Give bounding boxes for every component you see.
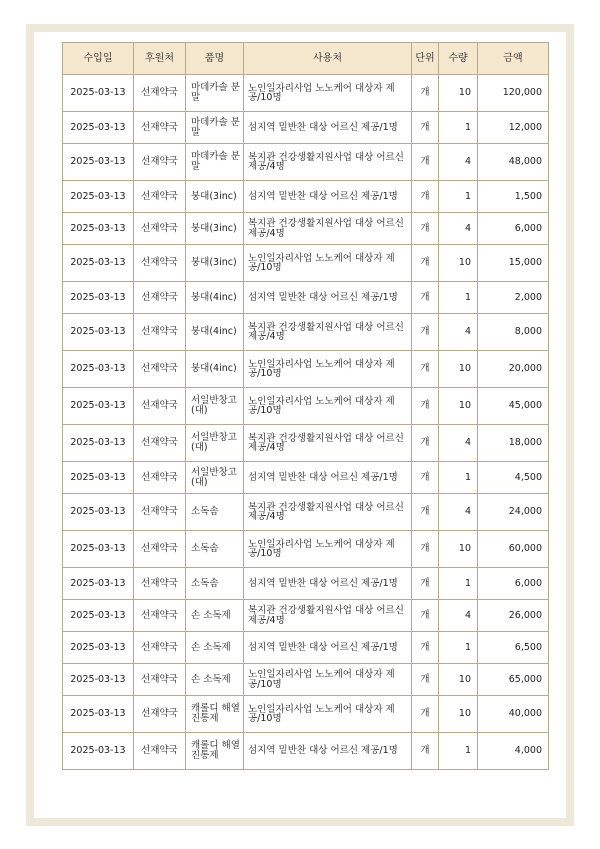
cell-amount: 4,000 xyxy=(478,733,549,770)
cell-date: 2025-03-13 xyxy=(63,75,134,112)
cell-item: 서일반창고(대) xyxy=(186,388,244,425)
cell-date: 2025-03-13 xyxy=(63,245,134,282)
cell-amount: 60,000 xyxy=(478,531,549,568)
cell-usage: 섬지역 밑반찬 대상 어르신 제공/1명 xyxy=(244,112,412,144)
cell-unit: 개 xyxy=(412,568,439,600)
cell-usage: 복지관 건강생활지원사업 대상 어르신 제공/4명 xyxy=(244,600,412,632)
cell-qty: 10 xyxy=(439,531,478,568)
cell-amount: 65,000 xyxy=(478,664,549,696)
cell-item: 붕대(3inc) xyxy=(186,213,244,245)
cell-unit: 개 xyxy=(412,351,439,388)
cell-qty: 10 xyxy=(439,245,478,282)
cell-unit: 개 xyxy=(412,144,439,181)
cell-item: 손 소독제 xyxy=(186,664,244,696)
donation-usage-table xyxy=(62,42,549,770)
cell-unit: 개 xyxy=(412,664,439,696)
cell-date: 2025-03-13 xyxy=(63,181,134,213)
cell-qty: 1 xyxy=(439,462,478,494)
header-donor: 후원처 xyxy=(134,43,186,75)
cell-qty: 4 xyxy=(439,314,478,351)
table-row xyxy=(63,388,549,425)
cell-date: 2025-03-13 xyxy=(63,494,134,531)
cell-usage: 노인일자리사업 노노케어 대상자 제공/10명 xyxy=(244,531,412,568)
table-row xyxy=(63,696,549,733)
cell-date: 2025-03-13 xyxy=(63,568,134,600)
cell-unit: 개 xyxy=(412,462,439,494)
cell-qty: 1 xyxy=(439,181,478,213)
cell-date: 2025-03-13 xyxy=(63,664,134,696)
table-row xyxy=(63,632,549,664)
cell-amount: 15,000 xyxy=(478,245,549,282)
cell-amount: 18,000 xyxy=(478,425,549,462)
cell-amount: 6,500 xyxy=(478,632,549,664)
table-row xyxy=(63,494,549,531)
cell-item: 붕대(3inc) xyxy=(186,181,244,213)
cell-donor: 선재약국 xyxy=(134,632,186,664)
cell-amount: 12,000 xyxy=(478,112,549,144)
cell-qty: 10 xyxy=(439,664,478,696)
cell-item: 마데카솔 분말 xyxy=(186,144,244,181)
cell-unit: 개 xyxy=(412,245,439,282)
cell-item: 서일반창고(대) xyxy=(186,462,244,494)
cell-amount: 8,000 xyxy=(478,314,549,351)
cell-date: 2025-03-13 xyxy=(63,282,134,314)
cell-unit: 개 xyxy=(412,314,439,351)
cell-amount: 48,000 xyxy=(478,144,549,181)
cell-item: 서일반창고(대) xyxy=(186,425,244,462)
cell-item: 손 소독제 xyxy=(186,600,244,632)
cell-item: 소독솜 xyxy=(186,494,244,531)
cell-unit: 개 xyxy=(412,600,439,632)
cell-usage: 노인일자리사업 노노케어 대상자 제공/10명 xyxy=(244,388,412,425)
cell-amount: 4,500 xyxy=(478,462,549,494)
table-row xyxy=(63,112,549,144)
cell-donor: 선재약국 xyxy=(134,664,186,696)
table-row xyxy=(63,181,549,213)
cell-donor: 선재약국 xyxy=(134,213,186,245)
cell-donor: 선재약국 xyxy=(134,181,186,213)
cell-usage: 복지관 건강생활지원사업 대상 어르신 제공/4명 xyxy=(244,494,412,531)
cell-item: 캐롤디 해열진통제 xyxy=(186,733,244,770)
table-row xyxy=(63,282,549,314)
table-row xyxy=(63,462,549,494)
cell-donor: 선재약국 xyxy=(134,696,186,733)
cell-item: 붕대(4inc) xyxy=(186,282,244,314)
cell-amount: 26,000 xyxy=(478,600,549,632)
cell-unit: 개 xyxy=(412,632,439,664)
cell-donor: 선재약국 xyxy=(134,282,186,314)
cell-donor: 선재약국 xyxy=(134,531,186,568)
cell-date: 2025-03-13 xyxy=(63,632,134,664)
cell-unit: 개 xyxy=(412,75,439,112)
cell-amount: 6,000 xyxy=(478,568,549,600)
cell-qty: 4 xyxy=(439,425,478,462)
cell-item: 소독솜 xyxy=(186,568,244,600)
cell-usage: 섬지역 밑반찬 대상 어르신 제공/1명 xyxy=(244,462,412,494)
cell-date: 2025-03-13 xyxy=(63,425,134,462)
cell-date: 2025-03-13 xyxy=(63,388,134,425)
cell-item: 캐롤디 해열진통제 xyxy=(186,696,244,733)
cell-usage: 복지관 건강생활지원사업 대상 어르신 제공/4명 xyxy=(244,144,412,181)
cell-unit: 개 xyxy=(412,213,439,245)
cell-qty: 10 xyxy=(439,75,478,112)
table-row xyxy=(63,664,549,696)
cell-donor: 선재약국 xyxy=(134,351,186,388)
cell-amount: 20,000 xyxy=(478,351,549,388)
header-item: 품명 xyxy=(186,43,244,75)
cell-qty: 1 xyxy=(439,568,478,600)
cell-item: 마데카솔 분말 xyxy=(186,75,244,112)
cell-unit: 개 xyxy=(412,282,439,314)
cell-usage: 섬지역 밑반찬 대상 어르신 제공/1명 xyxy=(244,181,412,213)
cell-item: 손 소독제 xyxy=(186,632,244,664)
cell-qty: 10 xyxy=(439,351,478,388)
cell-qty: 10 xyxy=(439,388,478,425)
cell-qty: 4 xyxy=(439,494,478,531)
cell-item: 마데카솔 분말 xyxy=(186,112,244,144)
cell-date: 2025-03-13 xyxy=(63,733,134,770)
cell-qty: 1 xyxy=(439,112,478,144)
cell-date: 2025-03-13 xyxy=(63,531,134,568)
cell-item: 붕대(4inc) xyxy=(186,314,244,351)
cell-date: 2025-03-13 xyxy=(63,462,134,494)
cell-qty: 1 xyxy=(439,632,478,664)
cell-usage: 노인일자리사업 노노케어 대상자 제공/10명 xyxy=(244,75,412,112)
cell-date: 2025-03-13 xyxy=(63,351,134,388)
header-qty: 수량 xyxy=(439,43,478,75)
table-row xyxy=(63,213,549,245)
cell-donor: 선재약국 xyxy=(134,462,186,494)
cell-item: 붕대(3inc) xyxy=(186,245,244,282)
table-row xyxy=(63,568,549,600)
cell-usage: 노인일자리사업 노노케어 대상자 제공/10명 xyxy=(244,245,412,282)
header-usage: 사용처 xyxy=(244,43,412,75)
cell-unit: 개 xyxy=(412,425,439,462)
cell-usage: 노인일자리사업 노노케어 대상자 제공/10명 xyxy=(244,664,412,696)
table-row xyxy=(63,245,549,282)
cell-donor: 선재약국 xyxy=(134,144,186,181)
cell-donor: 선재약국 xyxy=(134,733,186,770)
cell-amount: 1,500 xyxy=(478,181,549,213)
cell-unit: 개 xyxy=(412,494,439,531)
header-amount: 금액 xyxy=(478,43,549,75)
cell-qty: 4 xyxy=(439,144,478,181)
table-row xyxy=(63,600,549,632)
cell-usage: 노인일자리사업 노노케어 대상자 제공/10명 xyxy=(244,351,412,388)
cell-date: 2025-03-13 xyxy=(63,696,134,733)
cell-amount: 120,000 xyxy=(478,75,549,112)
cell-donor: 선재약국 xyxy=(134,568,186,600)
cell-amount: 45,000 xyxy=(478,388,549,425)
header-unit: 단위 xyxy=(412,43,439,75)
cell-amount: 2,000 xyxy=(478,282,549,314)
table-row xyxy=(63,531,549,568)
header-date: 수입일 xyxy=(63,43,134,75)
cell-qty: 4 xyxy=(439,213,478,245)
cell-unit: 개 xyxy=(412,733,439,770)
table-row xyxy=(63,351,549,388)
cell-usage: 복지관 건강생활지원사업 대상 어르신 제공/4명 xyxy=(244,314,412,351)
cell-usage: 섬지역 밑반찬 대상 어르신 제공/1명 xyxy=(244,632,412,664)
cell-donor: 선재약국 xyxy=(134,245,186,282)
cell-usage: 복지관 건강생활지원사업 대상 어르신 제공/4명 xyxy=(244,425,412,462)
cell-donor: 선재약국 xyxy=(134,75,186,112)
cell-date: 2025-03-13 xyxy=(63,144,134,181)
cell-donor: 선재약국 xyxy=(134,600,186,632)
cell-usage: 섬지역 밑반찬 대상 어르신 제공/1명 xyxy=(244,282,412,314)
cell-unit: 개 xyxy=(412,181,439,213)
cell-usage: 섬지역 밑반찬 대상 어르신 제공/1명 xyxy=(244,568,412,600)
cell-unit: 개 xyxy=(412,112,439,144)
cell-unit: 개 xyxy=(412,696,439,733)
table-row xyxy=(63,144,549,181)
cell-qty: 10 xyxy=(439,696,478,733)
table-row xyxy=(63,314,549,351)
table-header-row xyxy=(63,43,549,75)
cell-donor: 선재약국 xyxy=(134,494,186,531)
table-row xyxy=(63,425,549,462)
cell-donor: 선재약국 xyxy=(134,112,186,144)
table-row xyxy=(63,75,549,112)
cell-item: 소독솜 xyxy=(186,531,244,568)
cell-donor: 선재약국 xyxy=(134,425,186,462)
cell-amount: 40,000 xyxy=(478,696,549,733)
cell-qty: 1 xyxy=(439,282,478,314)
cell-unit: 개 xyxy=(412,531,439,568)
cell-date: 2025-03-13 xyxy=(63,213,134,245)
cell-unit: 개 xyxy=(412,388,439,425)
cell-usage: 섬지역 밑반찬 대상 어르신 제공/1명 xyxy=(244,733,412,770)
cell-date: 2025-03-13 xyxy=(63,600,134,632)
cell-usage: 노인일자리사업 노노케어 대상자 제공/10명 xyxy=(244,696,412,733)
table-row xyxy=(63,733,549,770)
cell-date: 2025-03-13 xyxy=(63,314,134,351)
cell-donor: 선재약국 xyxy=(134,388,186,425)
cell-qty: 4 xyxy=(439,600,478,632)
cell-usage: 복지관 건강생활지원사업 대상 어르신 제공/4명 xyxy=(244,213,412,245)
cell-item: 붕대(4inc) xyxy=(186,351,244,388)
cell-donor: 선재약국 xyxy=(134,314,186,351)
cell-amount: 24,000 xyxy=(478,494,549,531)
cell-qty: 1 xyxy=(439,733,478,770)
cell-amount: 6,000 xyxy=(478,213,549,245)
cell-date: 2025-03-13 xyxy=(63,112,134,144)
